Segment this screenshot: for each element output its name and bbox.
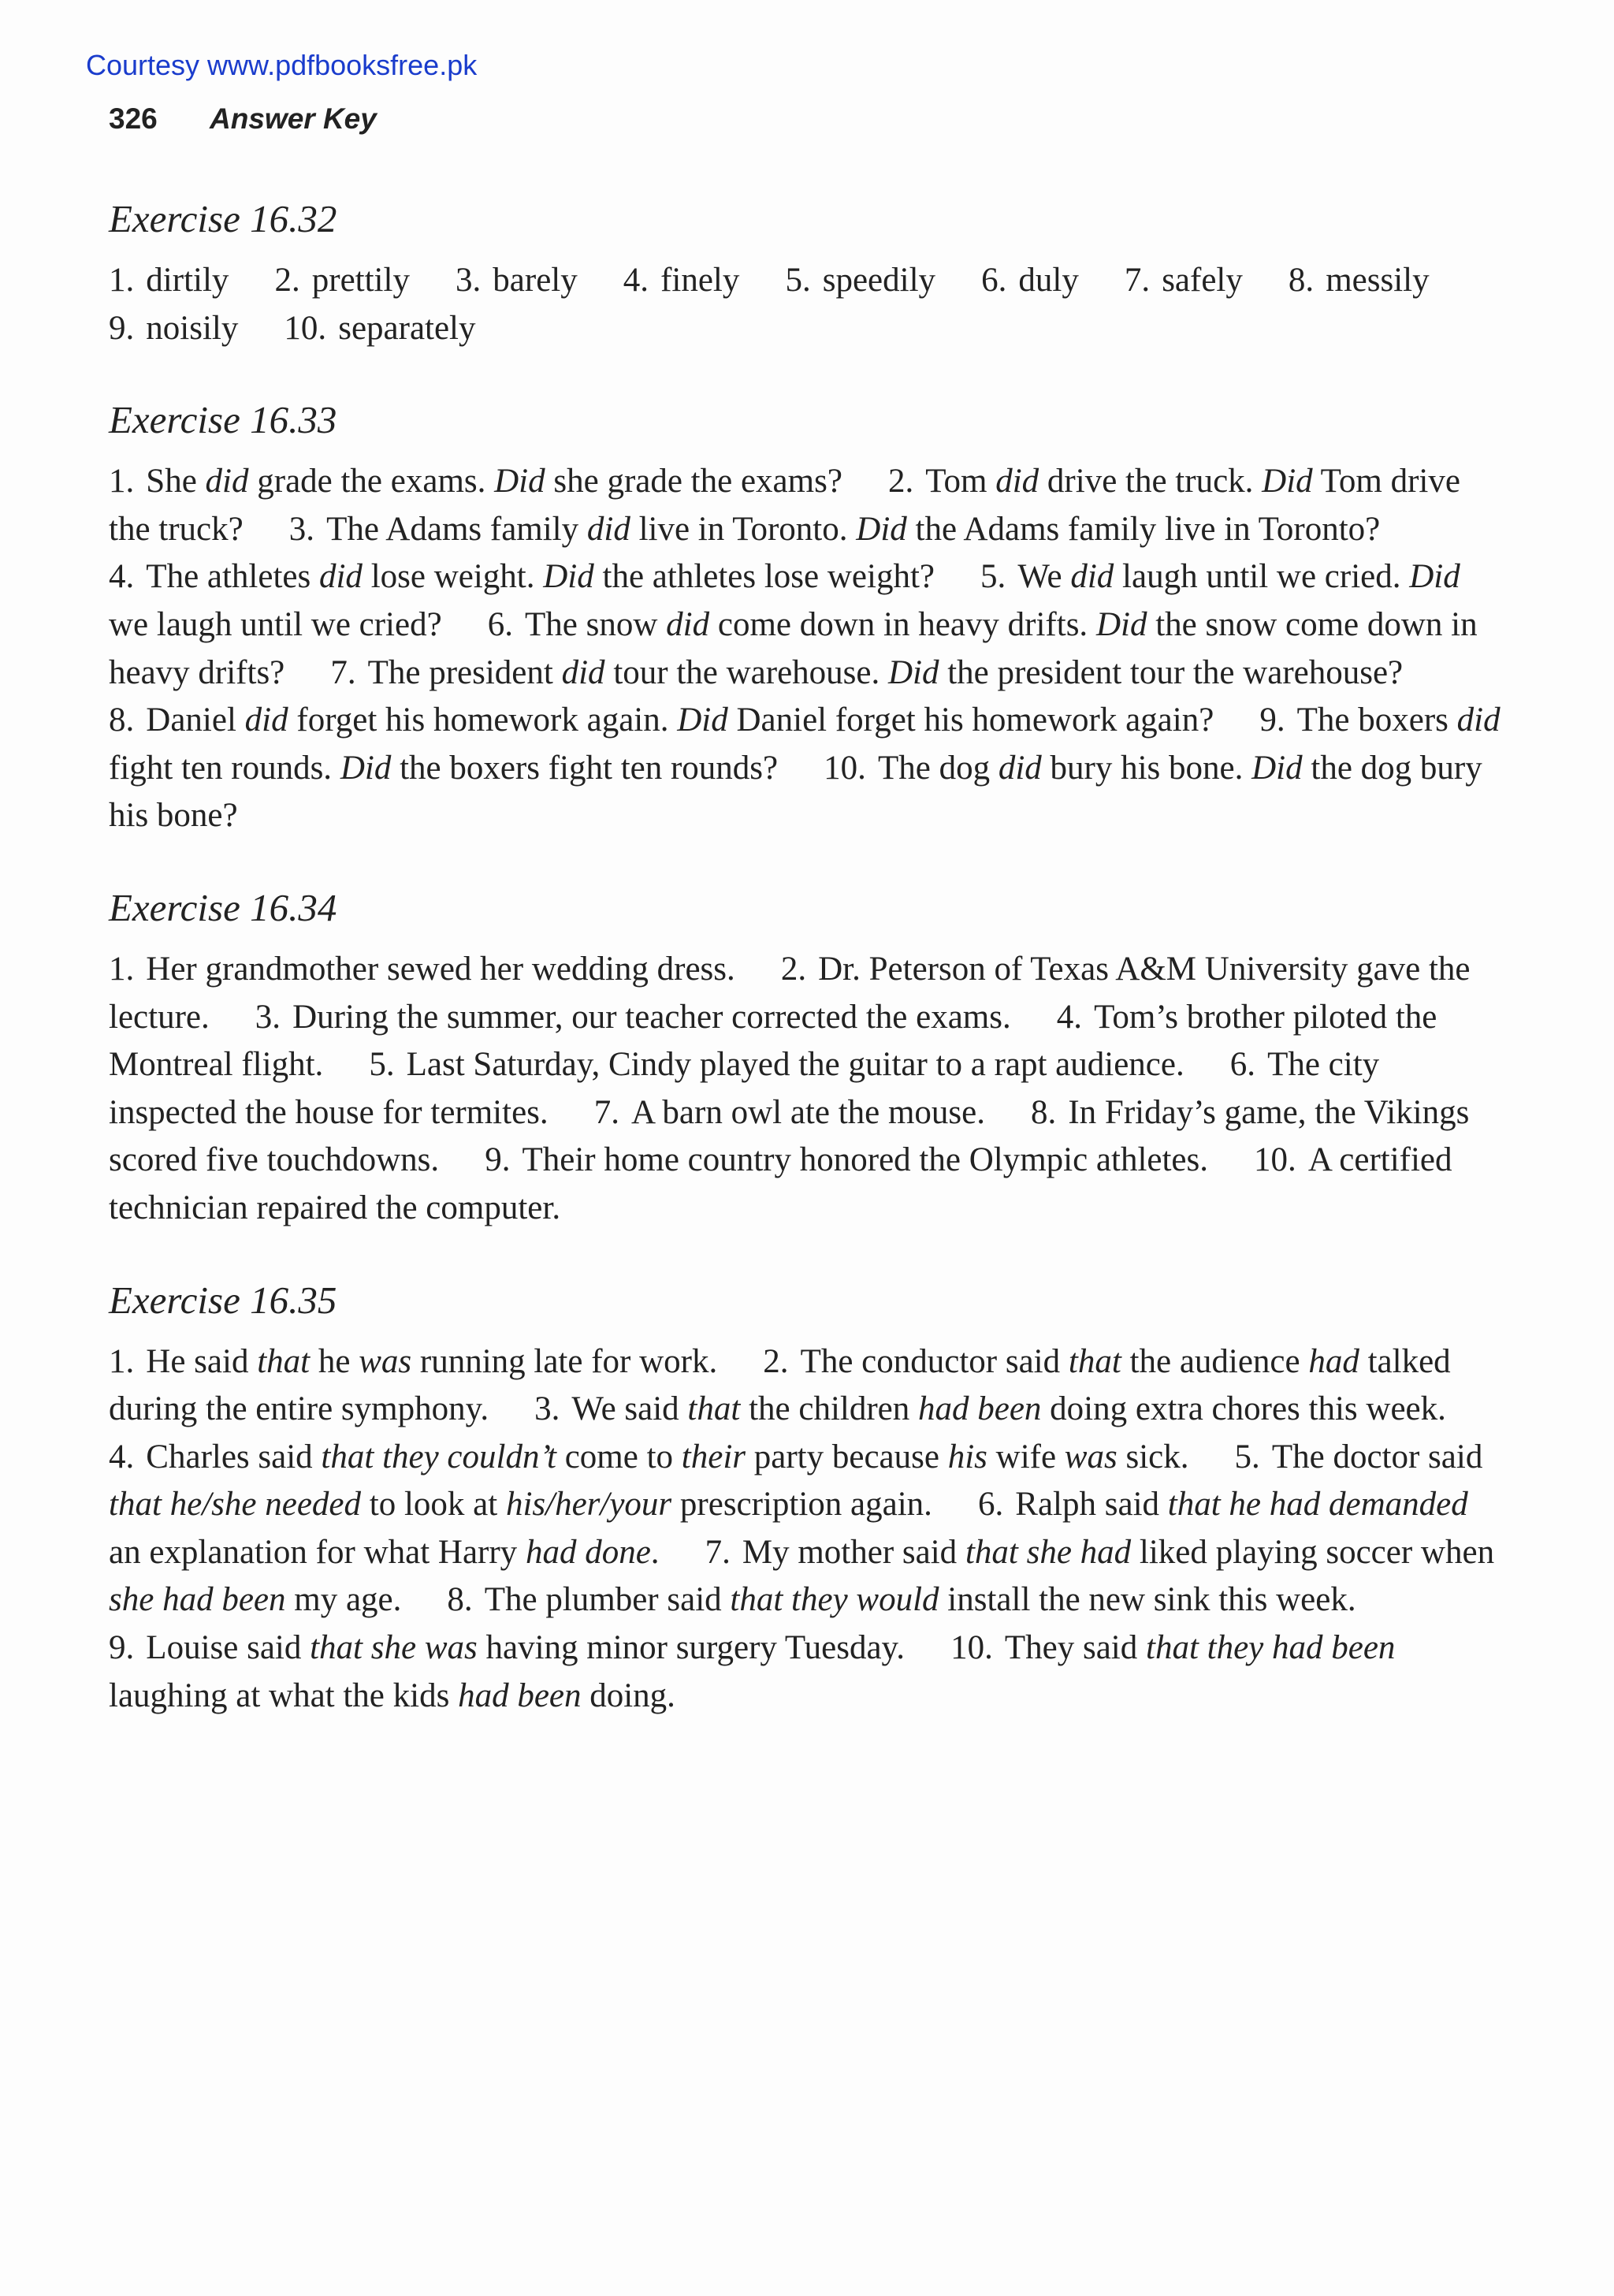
answer-text: lose weight.	[362, 558, 544, 596]
exercise-answers	[109, 257, 1504, 352]
answer-number: 6.	[1229, 1046, 1256, 1084]
answer-number: 3.	[534, 1390, 560, 1428]
answer-text: In Friday’s game, the Vikings scored five touchdowns.	[109, 1093, 1470, 1179]
running-title: Answer Key	[210, 102, 377, 135]
exercise-title: Exercise 16.32	[109, 197, 337, 240]
answer-emphasis: did	[995, 463, 1039, 501]
answer-number: 5.	[1234, 1438, 1260, 1475]
answer-emphasis: that	[687, 1390, 741, 1428]
answer-text: the boxers fight ten rounds?	[391, 749, 779, 787]
answer-text: Charles said	[146, 1438, 322, 1475]
answer-text: my age.	[285, 1581, 402, 1619]
answer-text: the Adams family live in Toronto?	[906, 510, 1381, 548]
exercise-title: Exercise 16.33	[109, 398, 337, 442]
answer-number: 9.	[485, 1141, 511, 1179]
answer-text: The athletes	[146, 558, 319, 596]
answer-text: come to	[556, 1438, 682, 1475]
answer-text: wife	[987, 1438, 1065, 1475]
answer-text: party because	[746, 1438, 948, 1475]
exercise-section	[109, 878, 1504, 1233]
answer-text: She	[146, 463, 206, 501]
answer-item	[594, 1094, 985, 1131]
answer-text: doing.	[581, 1676, 675, 1714]
answer-emphasis: his/her/your	[505, 1486, 672, 1524]
answer-text: The president	[367, 653, 562, 691]
answer-item	[109, 701, 1214, 739]
answer-text: grade the exams.	[248, 463, 495, 501]
answer-text: talked during the entire symphony.	[109, 1342, 1451, 1428]
exercise-title: Exercise 16.34	[109, 885, 337, 929]
page-number: 326	[109, 102, 158, 135]
answer-text: the dog bury his bone?	[109, 749, 1482, 835]
answer-number: 3.	[288, 510, 315, 548]
answer-emphasis: did	[318, 558, 363, 596]
answer-text: During the summer, our teacher corrected the exams.	[292, 998, 1011, 1036]
answer-item	[1289, 262, 1430, 299]
answer-item	[109, 1343, 717, 1380]
answer-number: 10.	[824, 749, 866, 787]
answer-number: 2.	[763, 1342, 789, 1380]
answer-item	[981, 262, 1079, 299]
answer-item	[109, 951, 735, 988]
answer-number: 2.	[274, 262, 300, 299]
answer-text: The city inspected the house for termites.	[109, 1046, 1380, 1131]
answer-text: Tom’s brother piloted the Montreal flight.	[109, 998, 1437, 1084]
answer-item	[447, 1581, 1356, 1618]
answer-number: 1.	[109, 1342, 135, 1380]
answer-text: The snow	[525, 605, 667, 643]
answer-emphasis: had been	[458, 1676, 582, 1714]
answer-text: The conductor said	[800, 1342, 1069, 1380]
answer-number: 6.	[977, 1486, 1004, 1524]
answer-text: Daniel	[146, 701, 245, 739]
answer-text: A barn owl ate the mouse.	[630, 1093, 985, 1131]
answer-number: 9.	[109, 309, 135, 347]
answer-text: They said	[1004, 1629, 1146, 1667]
courtesy-link[interactable]: Courtesy www.pdfbooksfree.pk	[86, 49, 478, 81]
answer-text: Her grandmother sewed her wedding dress.	[146, 950, 735, 988]
answer-number: 8.	[447, 1581, 473, 1619]
answer-number: 2.	[780, 950, 807, 988]
answer-emphasis: Did	[856, 510, 907, 548]
answer-number: 1.	[109, 262, 135, 299]
answer-text: The Adams family	[326, 510, 587, 548]
answer-emphasis: that	[257, 1342, 311, 1380]
answer-emphasis: did	[244, 701, 288, 739]
answer-text: barely	[493, 262, 578, 299]
answer-number: 2.	[887, 463, 914, 501]
answer-text: .	[650, 1533, 660, 1571]
answer-emphasis: that she had	[965, 1533, 1132, 1571]
answer-text: he	[310, 1342, 359, 1380]
exercise-answers	[109, 458, 1504, 840]
answer-text: the audience	[1121, 1342, 1309, 1380]
answer-item	[274, 262, 410, 299]
answer-text: liked playing soccer when	[1131, 1533, 1495, 1571]
answer-text: running late for work.	[411, 1342, 718, 1380]
answer-text: messily	[1326, 262, 1430, 299]
answer-emphasis: Did	[887, 653, 939, 691]
answer-item	[330, 654, 1403, 691]
answer-text: having minor surgery Tuesday.	[477, 1629, 906, 1667]
answer-item	[1125, 262, 1243, 299]
answer-text: prescription again.	[671, 1486, 932, 1524]
exercise-answers	[109, 946, 1504, 1233]
answer-number: 4.	[623, 262, 649, 299]
answer-number: 4.	[1056, 998, 1083, 1036]
answer-emphasis: that he had demanded	[1167, 1486, 1468, 1524]
answer-emphasis: did	[205, 463, 249, 501]
answer-text: finely	[660, 262, 740, 299]
answer-number: 3.	[456, 262, 482, 299]
answer-emphasis: that he/she needed	[109, 1486, 362, 1524]
answer-emphasis: had	[1308, 1342, 1359, 1380]
answer-emphasis: had been	[918, 1390, 1042, 1428]
answer-emphasis: Did	[1095, 605, 1147, 643]
answer-emphasis: that they had been	[1146, 1629, 1396, 1667]
answer-item	[485, 1141, 1208, 1178]
answer-emphasis: Did	[1409, 558, 1460, 596]
answer-emphasis: that they couldn’t	[321, 1438, 556, 1475]
answer-text: doing extra chores this week.	[1041, 1390, 1446, 1428]
answer-number: 7.	[593, 1093, 619, 1131]
answer-text: We	[1017, 558, 1071, 596]
answer-emphasis: that they would	[730, 1581, 939, 1619]
answer-text: Dr. Peterson of Texas A&M University gave the lecture.	[109, 950, 1471, 1036]
answer-emphasis: did	[1070, 558, 1114, 596]
answer-text: duly	[1018, 262, 1079, 299]
answer-text: live in Toronto.	[630, 510, 857, 548]
answer-text: Tom drive the truck?	[109, 463, 1460, 548]
answer-emphasis: was	[359, 1342, 412, 1380]
answer-emphasis: did	[666, 605, 710, 643]
exercise-answers	[109, 1338, 1504, 1721]
answer-item	[534, 1390, 1446, 1427]
answer-item	[456, 262, 578, 299]
answer-number: 8.	[109, 701, 135, 739]
answer-number: 3.	[255, 998, 281, 1036]
answer-item	[109, 310, 238, 347]
answer-text: dirtily	[146, 262, 229, 299]
answer-emphasis: Did	[340, 749, 392, 787]
answer-text: install the new sink this week.	[939, 1581, 1356, 1619]
answer-text: laugh until we cried.	[1114, 558, 1410, 596]
answer-text: The dog	[877, 749, 999, 787]
answer-emphasis: Did	[543, 558, 594, 596]
answer-number: 7.	[705, 1533, 731, 1571]
answer-text: speedily	[822, 262, 936, 299]
answer-emphasis: Did	[1251, 749, 1303, 787]
exercise-section	[109, 189, 1504, 352]
answer-text: We said	[571, 1390, 688, 1428]
answer-number: 5.	[980, 558, 1006, 596]
answer-text: she grade the exams?	[545, 463, 842, 501]
answer-number: 8.	[1288, 262, 1315, 299]
answer-item	[109, 1438, 1189, 1475]
answer-text: Their home country honored the Olympic athletes.	[522, 1141, 1208, 1179]
answer-text: The plumber said	[484, 1581, 731, 1619]
answer-number: 9.	[1259, 701, 1285, 739]
answer-text: drive the truck.	[1039, 463, 1263, 501]
answer-text: My mother said	[742, 1533, 965, 1571]
answer-number: 4.	[109, 558, 135, 596]
answer-text: we laugh until we cried?	[109, 605, 442, 643]
answer-emphasis: did	[561, 653, 605, 691]
answer-number: 9.	[109, 1629, 135, 1667]
answer-text: the athletes lose weight?	[593, 558, 935, 596]
answer-text: Last Saturday, Cindy played the guitar to a rapt audience.	[406, 1046, 1184, 1084]
answer-item	[109, 463, 842, 500]
answer-emphasis: his	[947, 1438, 987, 1475]
answer-text: Louise said	[146, 1629, 311, 1667]
answer-emphasis: their	[681, 1438, 746, 1475]
answer-text: bury his bone.	[1041, 749, 1252, 787]
answer-item	[785, 262, 935, 299]
answer-text: the children	[740, 1390, 918, 1428]
answer-item	[109, 558, 935, 595]
answer-text: separately	[338, 309, 476, 347]
exercise-title: Exercise 16.35	[109, 1278, 337, 1322]
answer-emphasis: she had been	[109, 1581, 286, 1619]
answer-emphasis: did	[998, 749, 1042, 787]
answer-text: safely	[1162, 262, 1243, 299]
answer-text: tour the warehouse.	[604, 653, 888, 691]
answer-text: Daniel forget his homework again?	[727, 701, 1214, 739]
answer-text: The doctor said	[1271, 1438, 1483, 1475]
answer-text: laughing at what the kids	[109, 1676, 459, 1714]
answer-number: 10.	[1254, 1141, 1296, 1179]
answer-item	[255, 999, 1011, 1036]
exercise-section	[109, 1271, 1504, 1721]
answer-number: 10.	[950, 1629, 993, 1667]
answer-item	[109, 262, 229, 299]
answer-text: to look at	[361, 1486, 506, 1524]
answer-text: Ralph said	[1015, 1486, 1168, 1524]
answer-number: 5.	[369, 1046, 395, 1084]
answer-text: fight ten rounds.	[109, 749, 340, 787]
answer-item	[369, 1046, 1184, 1083]
answer-text: the president tour the warehouse?	[939, 653, 1404, 691]
answer-emphasis: Did	[1262, 463, 1313, 501]
answer-number: 6.	[981, 262, 1007, 299]
answer-number: 4.	[109, 1438, 135, 1475]
answer-text: A certified technician repaired the computer.	[109, 1141, 1452, 1226]
answer-number: 1.	[109, 463, 135, 501]
answer-item	[623, 262, 740, 299]
answer-text: forget his homework again.	[288, 701, 678, 739]
exercise-section	[109, 390, 1504, 840]
answer-text: an explanation for what Harry	[109, 1533, 526, 1571]
answer-number: 1.	[109, 950, 135, 988]
answer-emphasis: that	[1068, 1342, 1121, 1380]
answer-number: 5.	[785, 262, 811, 299]
answer-item	[289, 511, 1380, 548]
answer-emphasis: Did	[494, 463, 545, 501]
answer-text: The boxers	[1296, 701, 1457, 739]
answer-text: He said	[146, 1342, 258, 1380]
answer-key-content	[109, 189, 1504, 1758]
answer-text: prettily	[311, 262, 410, 299]
answer-text: sick.	[1117, 1438, 1189, 1475]
answer-emphasis: was	[1064, 1438, 1118, 1475]
answer-number: 8.	[1031, 1093, 1057, 1131]
answer-emphasis: did	[1456, 701, 1501, 739]
answer-text: come down in heavy drifts.	[709, 605, 1096, 643]
answer-text: noisily	[146, 309, 239, 347]
answer-number: 10.	[284, 309, 327, 347]
answer-number: 6.	[487, 605, 513, 643]
answer-text: Tom	[925, 463, 996, 501]
answer-emphasis: had done	[525, 1533, 651, 1571]
answer-number: 7.	[1124, 262, 1151, 299]
answer-item	[284, 310, 475, 347]
answer-item	[109, 1629, 905, 1666]
answer-text: the snow come down in heavy drifts?	[109, 605, 1478, 691]
page-header	[109, 102, 377, 136]
answer-emphasis: Did	[677, 701, 728, 739]
answer-number: 7.	[330, 653, 356, 691]
answer-emphasis: did	[586, 510, 630, 548]
answer-emphasis: that she was	[310, 1629, 478, 1667]
